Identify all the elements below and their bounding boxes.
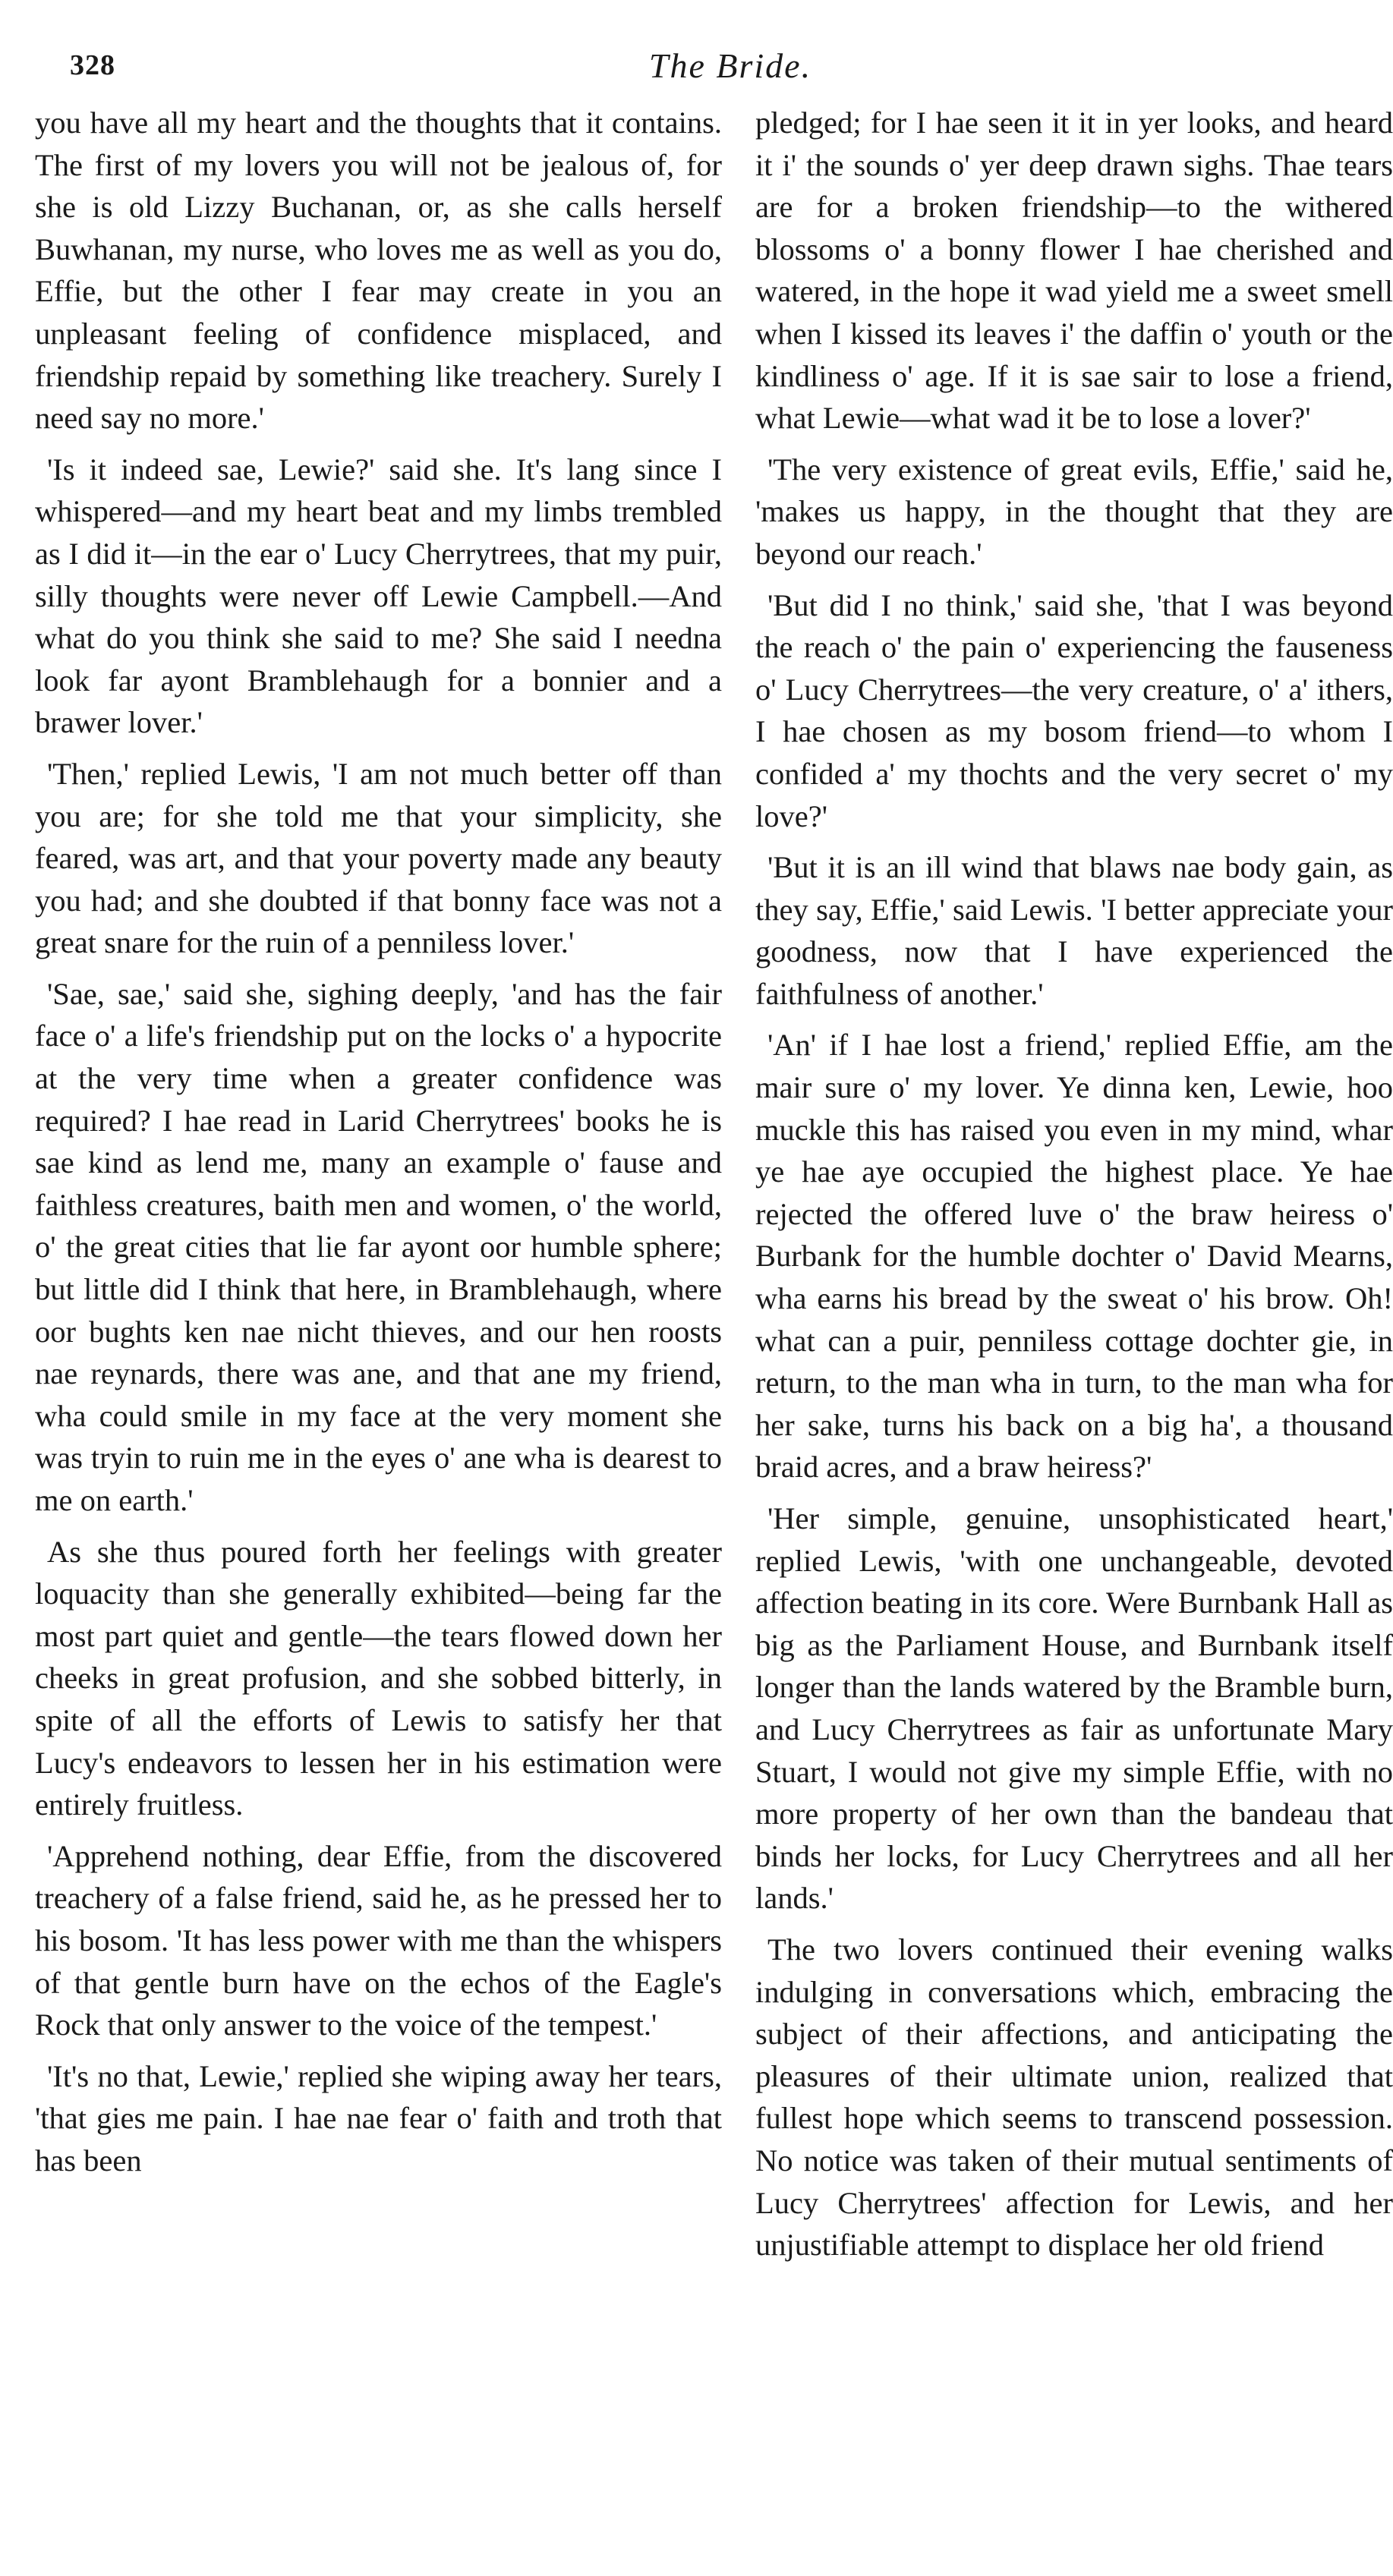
left-column: [35, 102, 722, 2191]
paragraph: 'Sae, sae,' said she, sighing deeply, 'and has the fair face o' a life's friendship put on the locks o' a hypocrite at the very time when a greater confidence was required? I hae read in Larid Cherrytrees' books he is sae kind as lend me, many an example o' fause and faithless creatures, baith men and women, o' the world, o' the great cities that lie far ayont oor humble sphere; but little did I think that here, in Bramblehaugh, where oor bughts ken nae nicht thieves, and our hen roosts nae reynards, there was ane, and that ane my friend, wha could smile in my face at the very moment she was tryin to ruin me in the eyes o' ane wha is dearest to me on earth.': [35, 976, 722, 1517]
paragraph: 'Then,' replied Lewis, 'I am not much better off than you are; for she told me that your simplicity, she feared, was art, and that your poverty made any beauty you had; and she doubted if that bonny face was not a great snare for the ruin of a penniless lover.': [35, 756, 722, 960]
page-number: 328: [70, 49, 115, 81]
paragraph: As she thus poured forth her feelings with greater loquacity than she generally exhibited—being far the most part quiet and gentle—the tears flowed down her cheeks in great profusion, and she sobbed bitterly, in spite of all the efforts of Lewis to satisfy her that Lucy's endeavors to lessen her in his estimation were entirely fruitless.: [35, 1534, 722, 1822]
paragraph: 'But did I no think,' said she, 'that I was beyond the reach o' the pain o' experiencing the fauseness o' Lucy Cherrytrees—the very creature, o' a' ithers, I hae chosen as my bosom friend—to whom I confided a' my thochts and the very secret o' my love?': [755, 587, 1393, 833]
paragraph: 'But it is an ill wind that blaws nae body gain, as they say, Effie,' said Lewis. 'I better appreciate your goodness, now that I have experienced the faithfulness of another.': [755, 850, 1393, 1011]
right-column: [755, 102, 1393, 2275]
running-title: The Bride.: [648, 46, 812, 85]
paragraph: 'An' if I hae lost a friend,' replied Effie, am the mair sure o' my lover. Ye dinna ken, Lewie, hoo muckle this has raised you even in my mind, whar ye hae aye occupied the highest place. Ye hae rejected the offered luve o' the braw heiress o' Burbank for the humble dochter o' David Mearns, wha earns his bread by the sweat o' his brow. Oh! what can a puir, penniless cottage dochter gie, in return, to the man wha in turn, to the man wha for her sake, turns his back on a big ha', a thousand braid acres, and a braw heiress?': [755, 1028, 1393, 1485]
paragraph: 'Is it indeed sae, Lewie?' said she. It's lang since I whispered—and my heart beat and my limbs trembled as I did it—in the ear o' Lucy Cherrytrees, that my puir, silly thoughts were never off Lewie Campbell.—And what do you think she said to me? She said I needna look far ayont Bramblehaugh for a bonnier and a brawer lover.': [35, 452, 722, 740]
paragraph: 'The very existence of great evils, Effie,' said he, 'makes us happy, in the thought that they are beyond our reach.': [755, 452, 1393, 571]
paragraph: you have all my heart and the thoughts that it contains. The first of my lovers you will not be jealous of, for she is old Lizzy Buchanan, or, as she calls herself Buwhanan, my nurse, who loves me as well as you do, Effie, but the other I fear may create in you an unpleasant feeling of confidence misplaced, and friendship repaid by something like treachery. Surely I need say no more.': [35, 105, 722, 436]
paragraph: pledged; for I hae seen it it in yer looks, and heard it i' the sounds o' yer deep drawn sighs. Thae tears are for a broken friendship—to the withered blossoms o' a bonny flower I hae cherished and watered, in the hope it wad yield me a sweet smell when I kissed its leaves i' the daffin o' youth or the kindliness o' age. If it is sae sair to lose a friend, what Lewie—what wad it be to lose a lover?': [755, 105, 1393, 436]
paragraph: 'Her simple, genuine, unsophisticated heart,' replied Lewis, 'with one unchangeable, devoted affection beating in its core. Were Burnbank Hall as big as the Parliament House, and Burnbank itself longer than the lands watered by the Bramble burn, and Lucy Cherrytrees as fair as unfortunate Mary Stuart, I would not give my simple Effie, with no more property of her own than the bandeau that binds her locks, for Lucy Cherrytrees and all her lands.': [755, 1501, 1393, 1916]
paragraph: The two lovers continued their evening walks indulging in conversations which, embracing the subject of their affections, and anticipating the pleasures of their ultimate union, realized that fullest hope which seems to transcend possession. No notice was taken of their mutual sentiments of Lucy Cherrytrees' affection for Lewis, and her unjustifiable attempt to displace her old friend: [755, 1932, 1393, 2263]
page-header: [70, 46, 1391, 102]
paragraph: 'It's no that, Lewie,' replied she wiping away her tears, 'that gies me pain. I hae nae fear o' faith and troth that has been: [35, 2058, 722, 2178]
paragraph: 'Apprehend nothing, dear Effie, from the discovered treachery of a false friend, said he, as he pressed her to his bosom. 'It has less power with me than the whispers of that gentle burn have on the echos of the Eagle's Rock that only answer to the voice of the tempest.': [35, 1838, 722, 2042]
